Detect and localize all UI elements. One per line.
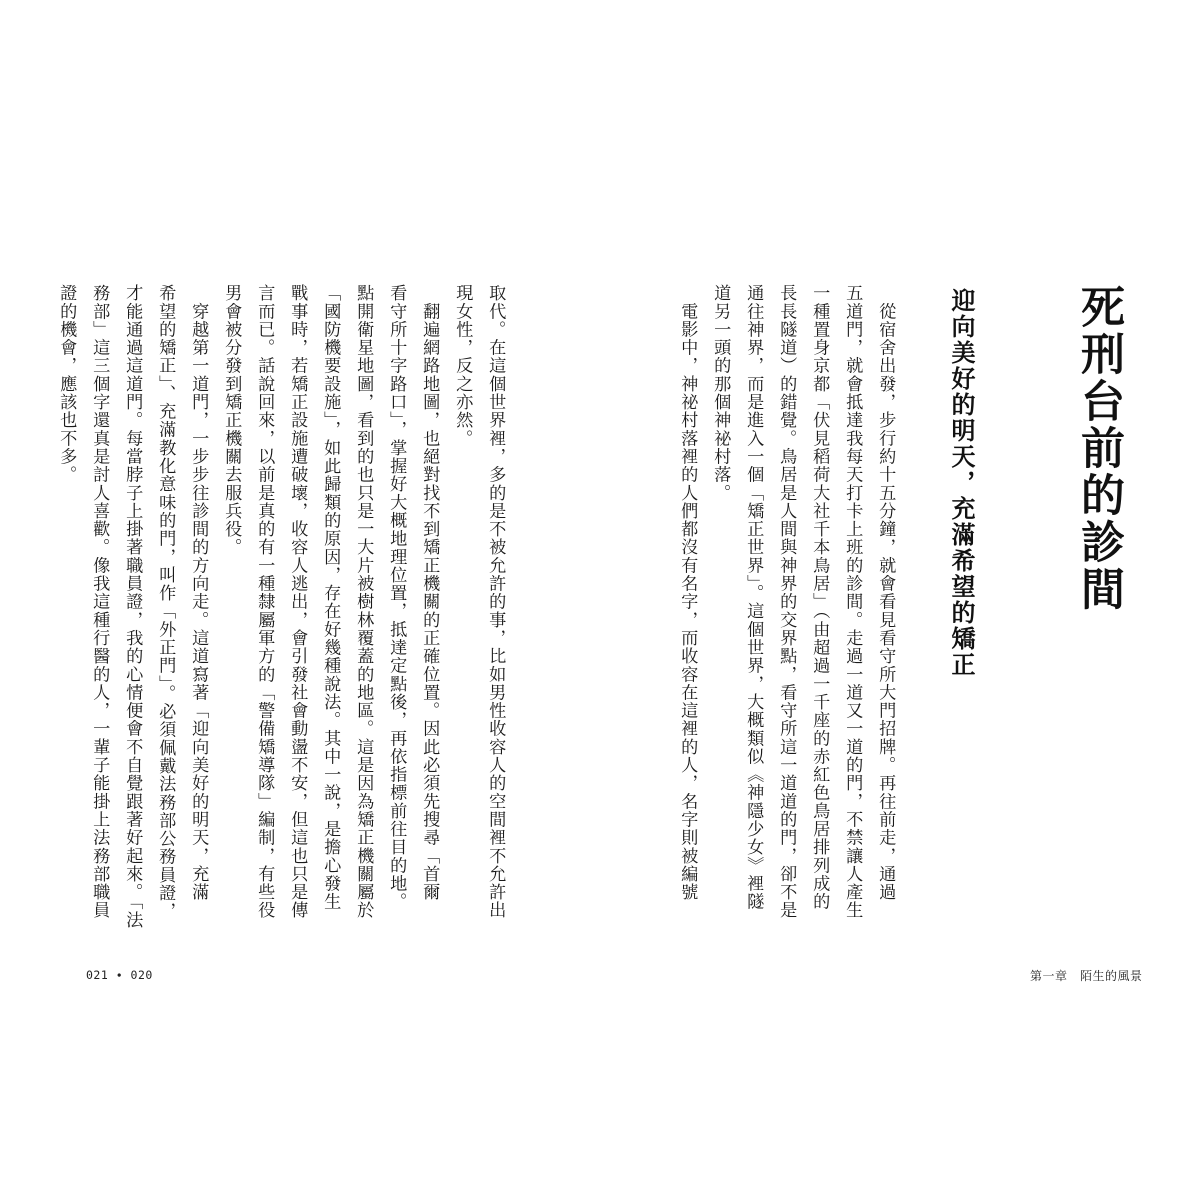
text-line: 言而已。話說回來，以前是真的有一種隸屬軍方的「警備矯導隊」編制，有些役	[254, 284, 275, 920]
text-line: 點開衛星地圖，看到的也只是一大片被樹林覆蓋的地區。這是因為矯正機關屬於	[353, 284, 374, 920]
text-line: 通往神界，而是進入一個「矯正世界」。這個世界，大概類似《神隱少女》裡隧	[743, 284, 764, 911]
text-line: 取代。在這個世界裡，多的是不被允許的事，比如男性收容人的空間裡不允許出	[485, 284, 506, 920]
text-line: 現女性，反之亦然。	[452, 284, 473, 448]
section-subtitle: 迎向美好的明天，充滿希望的矯正	[947, 288, 975, 678]
text-line: 道另一頭的那個神祕村落。	[710, 284, 731, 502]
text-line: 證的機會，應該也不多。	[56, 284, 77, 484]
text-line: 「國防機要設施」，如此歸類的原因，存在好幾種說法。其中一說，是擔心發生	[320, 284, 341, 911]
text-line: 看守所十字路口」，掌握好大概地理位置，抵達定點後，再依指標前往目的地。	[386, 284, 407, 911]
text-line: 長長隧道）的錯覺。鳥居是人間與神界的交界點，看守所這一道道的門，卻不是	[776, 284, 797, 920]
text-line: 希望的矯正」、充滿教化意味的門，叫作「外正門」。必須佩戴法務部公務員證，	[155, 284, 176, 921]
text-line: 一種置身京都「伏見稻荷大社千本鳥居」（由超過一千座的赤紅色鳥居排列成的	[809, 284, 830, 911]
text-line: 穿越第一道門，一步步往診間的方向走。這道寫著「迎向美好的明天，充滿	[188, 284, 209, 902]
running-head: 第一章 陌生的風景	[1030, 969, 1143, 983]
chapter-title: 死刑台前的診間	[1073, 284, 1124, 613]
page-number: 021 ∙ 020	[86, 968, 153, 982]
text-line: 電影中，神祕村落裡的人們都沒有名字，而收容在這裡的人，名字則被編號	[677, 284, 698, 902]
text-line: 戰事時，若矯正設施遭破壞，收容人逃出，會引發社會動盪不安，但這也只是傳	[287, 284, 308, 920]
text-line: 翻遍網路地圖，也絕對找不到矯正機關的正確位置。因此必須先搜尋「首爾	[419, 284, 440, 902]
text-line: 五道門，就會抵達我每天打卡上班的診間。走過一道又一道的門，不禁讓人產生	[842, 284, 863, 920]
text-line: 男會被分發到矯正機關去服兵役。	[221, 284, 242, 557]
text-line: 從宿舍出發，步行約十五分鐘，就會看見看守所大門招牌。再往前走，通過	[875, 284, 896, 902]
text-line: 務部」這三個字還真是討人喜歡。像我這種行醫的人，一輩子能掛上法務部職員	[89, 284, 110, 920]
text-line: 才能通過這道門。每當脖子上掛著職員證，我的心情便會不自覺跟著好起來。「法	[122, 284, 143, 929]
